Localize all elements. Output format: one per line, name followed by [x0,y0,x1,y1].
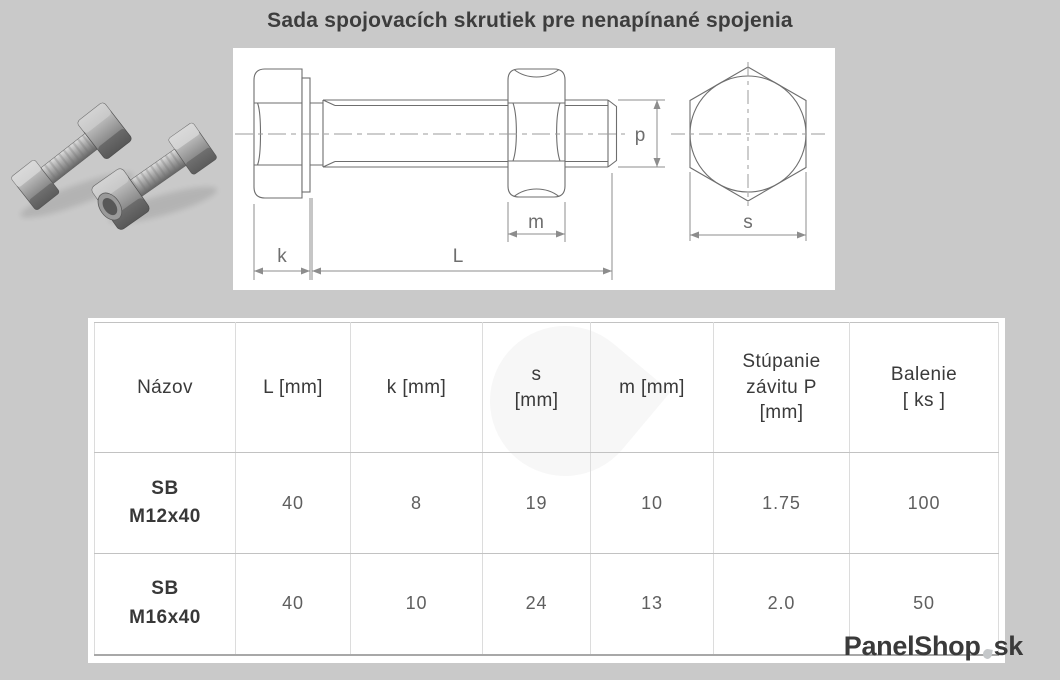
header-line: Balenie [890,363,958,385]
dim-label-m: m [528,212,544,233]
cell-product-name [95,554,236,655]
cell-s: 19 [483,453,591,554]
dim-label-k: k [277,246,287,267]
table-row [95,453,999,554]
col-header-m [591,323,714,453]
cell-s: 24 [483,554,591,655]
page-title: Sada spojovacích skrutiek pre nenapínané spojenia [267,9,793,32]
logo-tld-text: sk [993,631,1023,661]
dim-label-L: L [452,246,464,267]
header-line: [mm] [759,402,804,424]
header-line: s [531,363,542,385]
dim-label-p: p [634,125,646,146]
header-line: Názov [137,376,193,398]
bolt-photo-illustration [5,85,233,230]
cell-product-name [95,453,236,554]
cell-pitch: 1.75 [714,453,850,554]
dim-label-s: s [743,212,753,233]
header-line: m [mm] [619,376,685,398]
product-name-line: M16x40 [129,606,201,628]
header-line: L [mm] [263,376,323,398]
col-header-s [483,323,591,453]
droplet-icon [982,648,993,659]
logo-main-text: PanelShop [843,631,981,661]
spec-table [94,322,999,656]
cell-k: 8 [351,453,483,554]
product-name-line: SB [151,477,179,499]
col-header-k [351,323,483,453]
product-photo [5,85,233,230]
col-header-balenie [850,323,999,453]
cell-package: 50 [850,554,999,655]
bolt-diagram [233,48,835,290]
cell-pitch: 2.0 [714,554,850,655]
col-header-stupanie [714,323,850,453]
cell-m: 10 [591,453,714,554]
spec-table-panel [88,318,1005,663]
header-line: k [mm] [386,376,447,398]
cell-k: 10 [351,554,483,655]
table-header-row [95,323,999,453]
product-name-line: SB [151,578,179,600]
header-line: závitu P [746,376,817,398]
col-header-L [236,323,351,453]
cell-L: 40 [236,554,351,655]
cell-L: 40 [236,453,351,554]
col-header-nazov [95,323,236,453]
header-line: [mm] [514,389,559,411]
cell-m: 13 [591,554,714,655]
technical-drawing [233,48,835,290]
panelshop-logo [844,631,1023,662]
cell-package: 100 [850,453,999,554]
header-line: [ ks ] [902,389,946,411]
product-name-line: M12x40 [129,506,201,527]
header-line: Stúpanie [742,351,821,373]
